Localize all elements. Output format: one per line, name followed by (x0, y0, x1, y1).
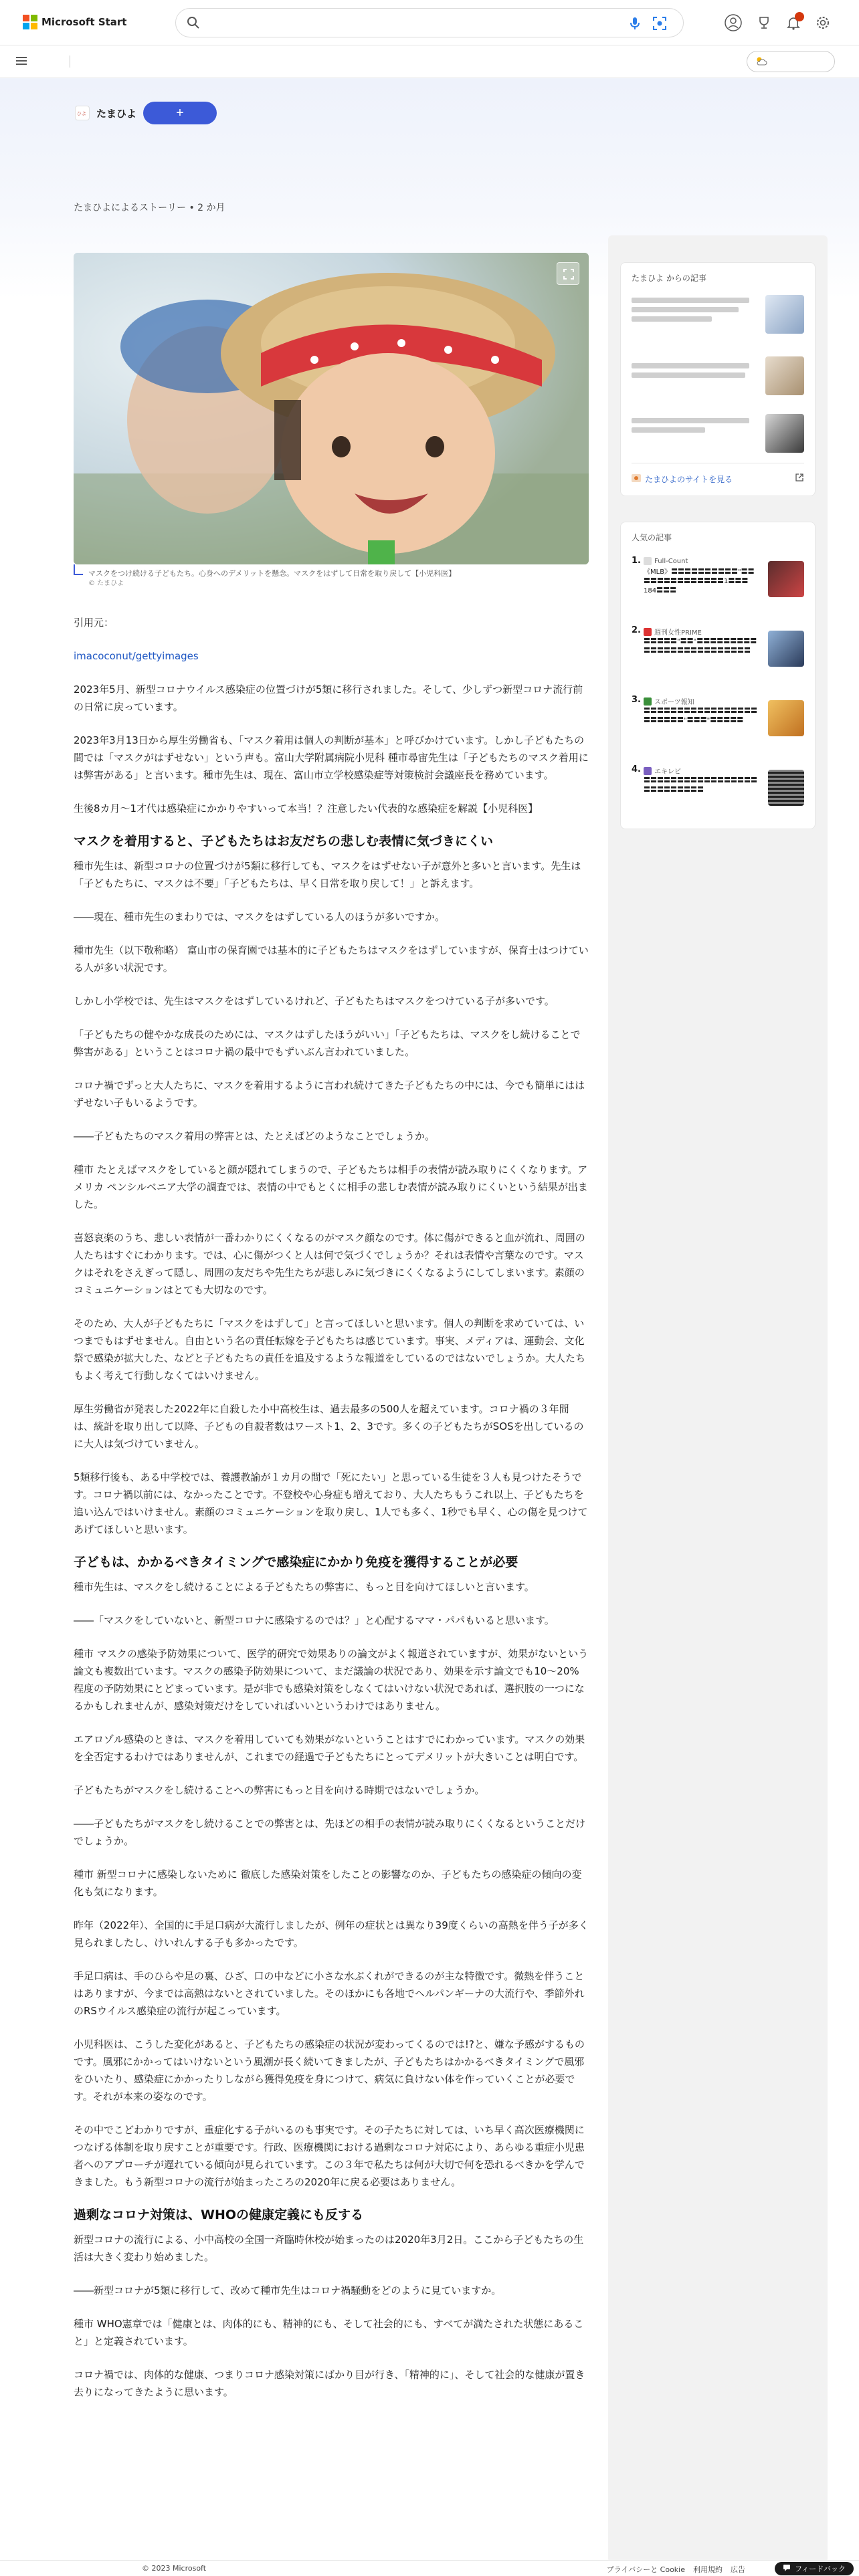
image-credit: © たまひよ (88, 580, 124, 587)
source-label: 引用元： (74, 617, 114, 629)
popular-source: スポーツ報知 (644, 696, 694, 706)
notification-badge (795, 12, 804, 21)
popular-thumbnail (768, 770, 804, 806)
feedback-icon (783, 2564, 791, 2574)
popular-title: 〓〓〓〓〓〓〓〓〓〓〓〓〓〓〓〓〓〓〓〓〓〓〓"〓〓〓"〓〓〓〓〓 (644, 708, 757, 724)
paragraph: しかし小学校では、先生はマスクをはずしているけれど、子どもたちはマスクをつけている子が多いです。 (74, 995, 555, 1007)
paragraph: 喜怒哀楽のうち、悲しい表情が一番わかりにくくなるのがマスク顔なのです。体に傷ができると血が流れ、周囲の人たちはすぐにわかります。では、心に傷がつくと人は何で気づくでしょうか？それは表情や言葉なのです。マスクはそれをさえぎって隠し、周囲の友だちや先生たちが悲しみに気づきにくくなるようにしてしまいます。素顔のコミュニケーションはとても大切なのです。 (74, 1232, 585, 1296)
source-icon (644, 767, 652, 775)
svg-text:ひよ: ひよ (77, 111, 86, 116)
right-sidebar (608, 235, 828, 2563)
source-link[interactable]: imacoconut/gettyimages (74, 650, 199, 662)
story-thumbnail (765, 295, 804, 334)
source-icon (644, 557, 652, 565)
source-icon (644, 628, 652, 636)
popular-source: 週刊女性PRIME (644, 627, 702, 637)
publisher-logo[interactable] (75, 106, 90, 120)
paragraph: 種市 WHO憲章では「健康とは、肉体的にも、精神的にも、そして社会的にも、すべてが満たされた状態にあること」と定義されています。 (74, 2318, 584, 2347)
popular-title: 〓〓〓〓〓〓〓〓〓〓〓〓〓〓〓〓〓〓〓〓〓〓〓〓〓〓 (644, 777, 757, 794)
paragraph: 子どもたちがマスクをし続けることへの弊害にもっと目を向ける時期ではないでしょうか。 (74, 1784, 485, 1796)
visual-search-icon[interactable] (652, 16, 667, 33)
caption-text: マスクをつけ続ける子どもたち。心身へのデメリットを懸念。マスクをはずして日常を取り戻して【小児科医】 (88, 569, 456, 578)
paragraph: エアロゾル感染のときは、マスクを着用していても効果がないということはすでにわかっています。マスクの効果を全否定するわけではありませんが、これまでの経過で子どもたちにとってデメリットが大きいことは明白です。 (74, 1733, 585, 1763)
top-navigation-bar (0, 0, 859, 45)
rank-number: 4. (632, 764, 641, 774)
expand-image-icon[interactable] (557, 262, 579, 285)
notifications-bell-icon[interactable] (784, 13, 803, 32)
section-heading: マスクを着用すると、子どもたちはお友だちの悲しむ表情に気づきにくい (74, 834, 494, 849)
see-site-label: たまひよのサイトを見る (645, 475, 733, 484)
source-icon (644, 697, 652, 706)
paragraph: コロナ禍では、肉体的な健康、つまりコロナ感染対策にばかり目が行き、「精神的に」、そして社会的な健康が置き去りになってきたように思います。 (74, 2369, 585, 2398)
article-hero-image[interactable] (74, 253, 589, 564)
paragraph: 種市 マスクの感染予防効果について、医学的研究で効果ありの論文がよく報道されていますが、効果がないという論文も複数出ています。マスクの感染予防効果について、まだ議論の状況であり、効果を示す論文でも10〜20%程度の予防効果にとどまっています。是が非でも感染対策をしなくてはいけない状況であれば、選択肢の一つになるかもしれませんが、感染対策だけをしていればいいというわけではありません。 (74, 1648, 589, 1712)
weather-sun-cloud-icon (755, 56, 767, 68)
feedback-label: フィードバック (795, 2565, 846, 2573)
paragraph: ――子どもたちがマスクをし続けることでの弊害とは、先ほどの相手の表情が読み取りにくくなるということだけでしょうか。 (74, 1818, 586, 1847)
paragraph: 種市先生は、マスクをし続けることによる子どもたちの弊害に、もっと目を向けてほしいと言います。 (74, 1581, 535, 1593)
paragraph: 種市先生は、新型コロナの位置づけが5類に移行しても、マスクをはずせない子が意外と多いと言います。先生は「子どもたちに、マスクは不要」「子どもたちは、早く日常を取り戻して！」と訴えます。 (74, 860, 581, 889)
image-caption (74, 568, 589, 588)
story-thumbnail (765, 414, 804, 453)
microsoft-start-logo[interactable] (23, 15, 126, 29)
paragraph: 種市 たとえばマスクをしていると顔が隠れてしまうので、子どもたちは相手の表情が読み取りにくくなります。アメリカ ペンシルベニア大学の調査では、表情の中でもとくに相手の悲しむ表情が読み取りにくいという結果が出ました。 (74, 1164, 588, 1210)
feedback-button[interactable] (775, 2562, 854, 2575)
search-input[interactable] (208, 15, 623, 32)
paragraph: 小児科医は、こうした変化があると、子どもたちの感染症の状況が変わってくるのでは!?と、嫌な予感がするものです。風邪にかかってはいけないという風潮が長く続いてきましたが、子どもたちはかかるべきタイミングで風邪をひいたり、感染症にかかったりしながら獲得免疫を身につけて、病気に負けない体を作っていくことが必要です。それが本来の姿なのです。 (74, 2038, 585, 2103)
rank-number: 2. (632, 625, 641, 635)
paragraph: 「子どもたちの健やかな成長のためには、マスクはずしたほうがいい」「子どもたちは、マスクをし続けることで弊害がある」ということはコロナ禍の最中でもずいぶん言われていました。 (74, 1029, 581, 1058)
popular-thumbnail (768, 561, 804, 597)
rewards-trophy-icon[interactable] (755, 13, 773, 32)
external-link-icon[interactable] (795, 472, 804, 485)
weather-widget[interactable] (747, 51, 835, 72)
footer-links (607, 2564, 745, 2575)
paragraph: ――現在、種市先生のまわりでは、マスクをはずしている人のほうが多いですか。 (74, 911, 446, 923)
ads-link[interactable]: 広告 (731, 2565, 745, 2574)
logo-text: Microsoft Start (41, 16, 127, 28)
popular-source: エキレビ (644, 766, 681, 776)
settings-gear-icon[interactable] (814, 13, 832, 32)
see-publisher-site-link[interactable] (632, 473, 733, 485)
microphone-icon[interactable] (628, 16, 642, 33)
story-thumbnail (765, 356, 804, 395)
copyright: © 2023 Microsoft (142, 2564, 207, 2573)
paragraph: ――子どもたちのマスク着用の弊害とは、たとえばどのようなことでしょうか。 (74, 1130, 436, 1142)
paragraph: 厚生労働省が発表した2022年に自殺した小中高校生は、過去最多の500人を超えています。コロナ禍の３年間は、統計を取り出して以降、子どもの自殺者数はワースト1、2、3です。多くの子どもたちがSOSを出しているのに大人は気づけていません。 (74, 1403, 584, 1450)
card-title: 人気の記事 (632, 533, 672, 542)
related-article-link[interactable]: 生後8カ月〜1才代は感染症にかかりやすいって本当！？注意したい代表的な感染症を解説【小児科医】 (74, 802, 539, 815)
publisher-row (75, 102, 217, 124)
paragraph: 5類移行後も、ある中学校では、養護教諭が１カ月の間で「死にたい」と思っている生徒を３人も見つけたそうです。コロナ禍以前には、なかったことです。不登校や心身症も増えており、大人たちもうこれ以上、子どもたちを追い込んではいけません。素顔のコミュニケーションを取り戻し、1人でも多く、1秒でも早く、心の傷を見つけてあげてほしいと思います。 (74, 1471, 588, 1535)
secondary-bar (0, 45, 859, 78)
paragraph: 新型コロナの流行による、小中高校の全国一斉臨時休校が始まったのは2020年3月2日。ここから子どもたちの生活は大きく変わり始めました。 (74, 2234, 584, 2263)
paragraph: 種市先生（以下敬称略） 富山市の保育園では基本的に子どもたちはマスクをはずしていますが、保育士はつけている人が多い状況です。 (74, 944, 589, 974)
rank-number: 3. (632, 695, 641, 705)
paragraph: ――「マスクをしていないと、新型コロナに感染するのでは？」と心配するママ・パパもいると思います。 (74, 1614, 555, 1626)
rank-number: 1. (632, 556, 641, 566)
popular-title: 〓〓〓〓〓"〓〓"〓〓〓〓〓〓〓〓〓〓〓〓〓〓〓〓〓〓〓〓〓〓〓〓〓 (644, 638, 757, 655)
footer (0, 2560, 859, 2576)
story-byline: たまひよによるストーリー • 2 か月 (74, 203, 225, 213)
search-box[interactable] (175, 8, 684, 37)
children-photo (74, 253, 589, 564)
publisher-name[interactable]: たまひよ (96, 107, 137, 120)
paragraph: 昨年（2022年）、全国的に手足口病が大流行しましたが、例年の症状とは異なり39度くらいの高熱を伴う子が多く見られましたし、けいれんする子も多かったです。 (74, 1919, 589, 1949)
card-title: たまひよ からの記事 (632, 274, 706, 283)
microsoft-logo-icon (23, 15, 37, 29)
profile-icon[interactable] (724, 13, 743, 32)
publisher-small-logo-icon (632, 474, 641, 484)
popular-articles-card (620, 522, 816, 829)
paragraph: コロナ禍でずっと大人たちに、マスクを着用するように言われ続けてきた子どもたちの中には、今でも簡単にははずせない子もいるようです。 (74, 1079, 585, 1109)
popular-source: Full-Count (644, 557, 688, 565)
hamburger-menu-icon[interactable] (15, 55, 28, 70)
paragraph: その中でこどわかりですが、重症化する子がいるのも事実です。その子たちに対しては、いち早く高次医療機関につなげる体制を取り戻すことが重要です。行政、医療機関における過剰なコロナ対応により、あらゆる重症小児患者へのアプローチが遅れている傾向が見られています。この３年で私たちは何が大切で何を恐れるべきかを学んできました。もう新型コロナの流行が始まったころの2020年に戻る必要はありません。 (74, 2124, 585, 2188)
paragraph: 手足口病は、手のひらや足の裏、ひざ、口の中などに小さな水ぶくれができるのが主な特徴です。微熱を伴うことはありますが、今までは高熱はないとされていました。そのほかにも各地でヘルパンギーナの大流行や、季節外れのRSウイルス感染症の流行が起こっています。 (74, 1970, 585, 2017)
article-body (74, 253, 589, 2401)
paragraph: 2023年5月、新型コロナウイルス感染症の位置づけが5類に移行されました。そして、少しずつ新型コロナ流行前の日常に戻っています。 (74, 683, 583, 713)
section-heading: 過剰なコロナ対策は、WHOの健康定義にも反する (74, 2208, 364, 2222)
terms-link[interactable]: 利用規約 (693, 2565, 723, 2574)
search-icon (187, 16, 200, 32)
paragraph: そのため、大人が子どもたちに「マスクをはずして」と言ってほしいと思います。個人の判断を求めていては、いつまでもはずせません。自由という名の責任転嫁を子どもたちは感じています。事実、メディアは、運動会、文化祭で感染が拡大した、などと子どもたちの責任を追及するような報道をしているのではないでしょうか。大人たちもよく考えて行動しなくてはいけません。 (74, 1317, 586, 1382)
paragraph: 2023年3月13日から厚生労働省も、「マスク着用は個人の判断が基本」と呼びかけています。しかし子どもたちの間では「マスクがはずせない」という声も。富山大学附属病院小児科 種市尋宙先生は「子どもたちのマスク着用には弊害がある」と言います。種市先生は、現在、富山市立学校感染症等対策検討会議座長を務めています。 (74, 734, 589, 781)
section-heading: 子どもは、かかるべきタイミングで感染症にかかり免疫を獲得することが必要 (74, 1555, 518, 1570)
privacy-link[interactable]: プライバシーと Cookie (606, 2565, 685, 2574)
popular-thumbnail (768, 631, 804, 667)
paragraph: ――新型コロナが5類に移行して、改めて種市先生はコロナ禍騒動をどのように見ていますか。 (74, 2284, 502, 2296)
follow-button[interactable]: + (143, 102, 217, 124)
popular-title: 《MLB》〓〓〓〓〓〓〓〓〓〓"〓〓〓〓〓〓〓〓〓〓〓〓〓〓1〓〓〓184〓〓〓 (644, 568, 755, 595)
paragraph: 種市 新型コロナに感染しないために 徹底した感染対策をしたことの影響なのか、子どもたちの感染症の傾向の変化も気になります。 (74, 1868, 582, 1898)
more-from-publisher-card (620, 262, 816, 496)
popular-thumbnail (768, 700, 804, 736)
